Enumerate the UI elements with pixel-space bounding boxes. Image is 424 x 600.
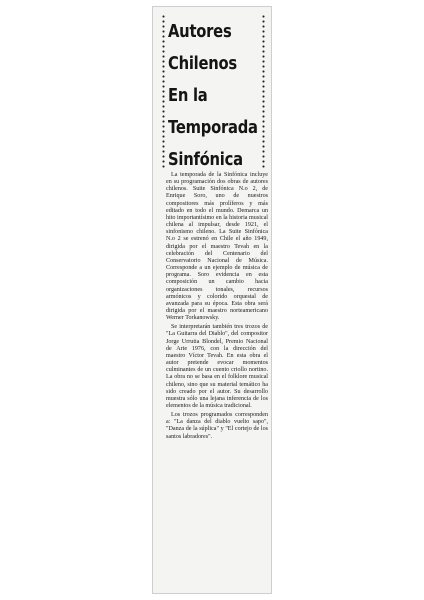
- article-paragraph: Se interpretarán también tres trozos de "La Guitarra del Diablo", del compositor Jorge Urrutia Blondel, Premio Nacional de Arte 1976, con la dirección del maestro Víctor Tevah. En esta obra el autor pretende evocar momentos culminantes de un cuento criollo nortino. La obra no se basa en el folklore musical chileno, sino que su material temático ha sido creado por el autor. Su desarrollo muestra sólo una lejana inferencia de los elementos de la música tradicional.: [166, 324, 268, 409]
- article-body: [166, 172, 268, 443]
- headline-line: En la: [168, 85, 208, 106]
- article-paragraph: Los trozos programados corresponden a: "La danza del diablo vuelto sapo", "Danza de la súplica" y "El cortejo de los santos labradores".: [166, 412, 268, 440]
- article-paragraph: La temporada de la Sinfónica incluye en su programación dos obras de autores chilenos. Suite Sinfónica N.o 2, de Enrique Soro, uno de nuestros compositores más prolíferos y más editado en todo el mundo. Demarca un hito importantísimo en la historia musical chilena al impulsar, desde 1921, el sinfonismo chileno. La Suite Sinfónica N.o 2 se estrenó en Chile el año 1949, dirigida por el maestro Tevah en la celebración del Centenario del Conservatorio Nacional de Música. Corresponde a un ejemplo de música de programa. Soro evidencia en esta composición un cambio hacia organizaciones tonales, recursos armónicos y colorido orquestal de avanzada para su época. Esta obra será dirigida por el maestro norteamericano Werner Torkanowsky.: [166, 172, 268, 322]
- headline-line: Temporada: [168, 117, 258, 138]
- right-dotted-border: [262, 14, 265, 170]
- left-dotted-border: [162, 14, 165, 170]
- headline-line: Autores: [168, 21, 232, 42]
- headline-line: Chilenos: [168, 53, 237, 74]
- article-headline: [168, 16, 258, 176]
- headline-line: Sinfónica: [168, 149, 243, 170]
